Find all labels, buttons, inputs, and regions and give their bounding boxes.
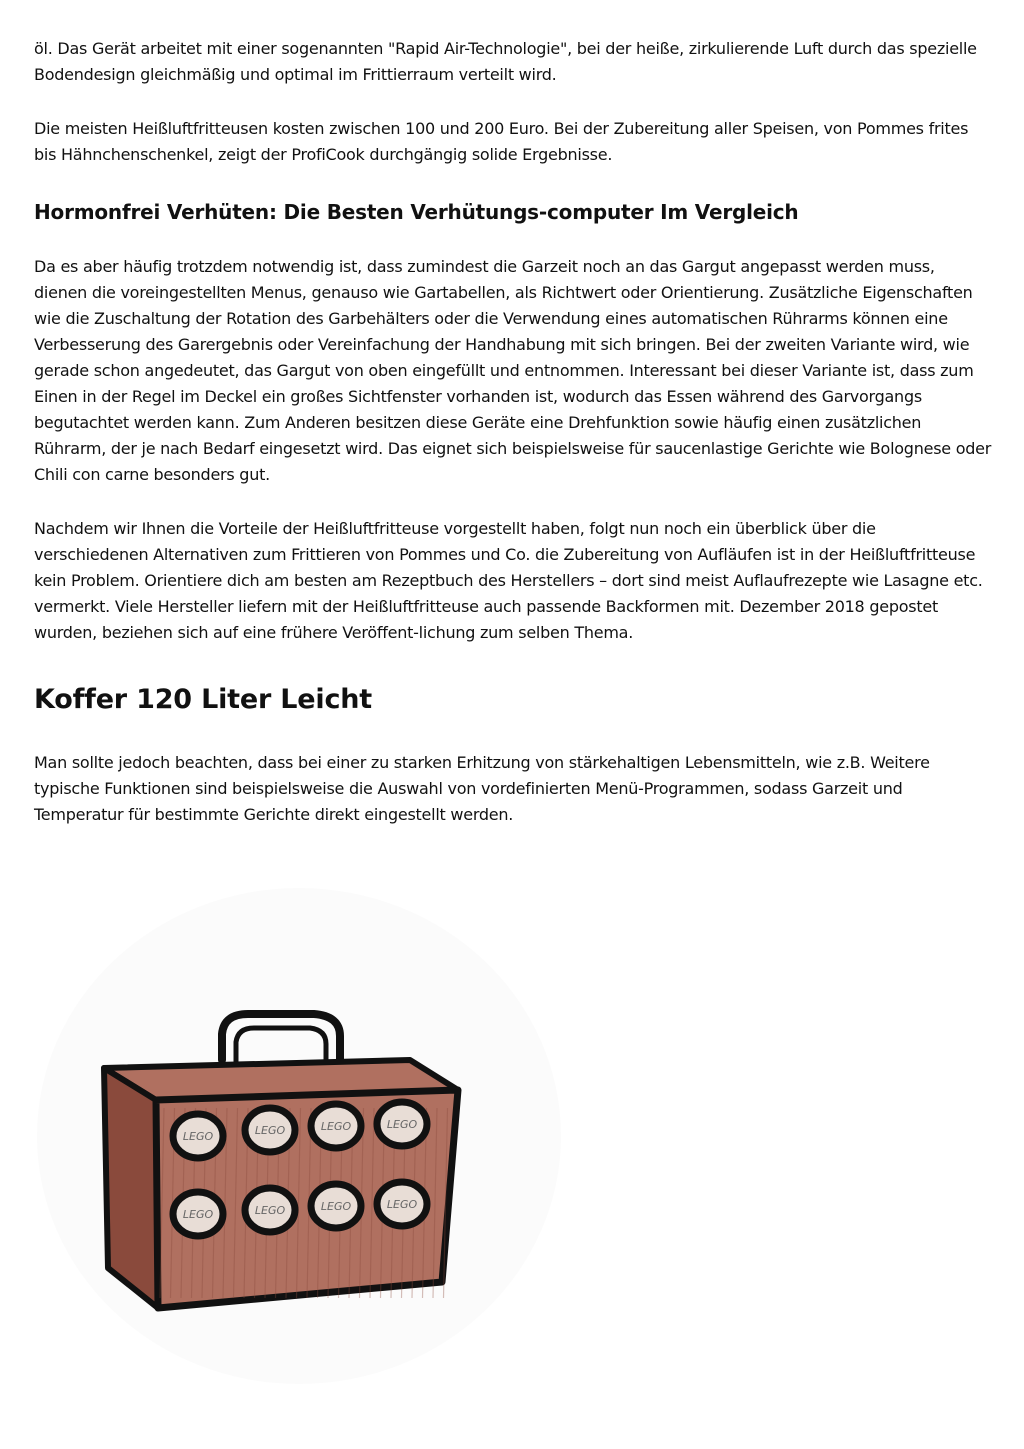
- stud-label: LEGO: [386, 1118, 418, 1131]
- stud-label: LEGO: [182, 1130, 214, 1143]
- paragraph-garzeit: Da es aber häufig trotzdem notwendig ist, dass zumindest die Garzeit noch an das Gargut angepasst werden muss, dienen die voreingestellten Menus, genauso wie Gartabellen, als Richtwert oder Orientierung. Zusätzliche Eigenschaften wie die Zuschaltung der Rotation des Garbehälters oder die Verwendung eines automatischen Rührarms können eine Verbesserung des Garergebnis oder Vereinfachung der Handhabung mit sich bringen. Bei der zweiten Variante wird, wie gerade schon angedeutet, das Gargut von oben eingefüllt und entnommen. Interessant bei dieser Variante ist, dass zum Einen in der Regel im Deckel ein großes Sichtfenster vorhanden ist, wodurch das Essen während des Garvorgangs begutachtet werden kann. Zum Anderen besitzen diese Geräte eine Drehfunktion sowie häufig einen zusätzlichen Rührarm, der je nach Bedarf eingesetzt wird. Das eignet sich beispielsweise für saucenlastige Gerichte wie Bolognese oder Chili con carne besonders gut.: [34, 257, 992, 484]
- stud-label: LEGO: [182, 1208, 214, 1221]
- suitcase-drawing: [34, 868, 564, 1388]
- suitcase-side: [104, 1068, 158, 1308]
- main-heading: Koffer 120 Liter Leicht: [34, 684, 372, 715]
- suitcase-illustration: [34, 868, 564, 1388]
- paragraph-intro: öl. Das Gerät arbeitet mit einer sogenannten "Rapid Air-Technologie", bei der heiße, zirkulierende Luft durch das spezielle Bodendesign gleichmäßig und optimal im Frittierraum verteilt wird.: [34, 39, 977, 84]
- paragraph-starch: Man sollte jedoch beachten, dass bei einer zu starken Erhitzung von stärkehaltigen Lebensmitteln, wie z.B. Weitere typische Funktionen sind beispielsweise die Auswahl von vordefinierten Menü-Programmen, sodass Garzeit und Temperatur für bestimmte Gerichte direkt eingestellt werden.: [34, 753, 930, 824]
- stud-label: LEGO: [254, 1204, 286, 1217]
- section-heading: Hormonfrei Verhüten: Die Besten Verhütungs-computer Im Vergleich: [34, 200, 799, 224]
- paragraph-alternatives: Nachdem wir Ihnen die Vorteile der Heißluftfritteuse vorgestellt haben, folgt nun noch ein überblick über die verschiedenen Alternativen zum Frittieren von Pommes und Co. die Zubereitung von Aufläufen ist in der Heißluftfritteuse kein Problem. Orientiere dich am besten am Rezeptbuch des Herstellers – dort sind meist Auflaufrezepte wie Lasagne etc. vermerkt. Viele Hersteller liefern mit der Heißluftfritteuse auch passende Backformen mit. Dezember 2018 gepostet wurden, beziehen sich auf eine frühere Veröffent-lichung zum selben Thema.: [34, 519, 983, 642]
- stud-label: LEGO: [386, 1198, 418, 1211]
- article: [34, 36, 992, 828]
- stud-label: LEGO: [320, 1200, 352, 1213]
- stud-label: LEGO: [320, 1120, 352, 1133]
- paragraph-prices: Die meisten Heißluftfritteusen kosten zwischen 100 und 200 Euro. Bei der Zubereitung aller Speisen, von Pommes frites bis Hähnchenschenkel, zeigt der ProfiCook durchgängig solide Ergebnisse.: [34, 119, 969, 164]
- stud-label: LEGO: [254, 1124, 286, 1137]
